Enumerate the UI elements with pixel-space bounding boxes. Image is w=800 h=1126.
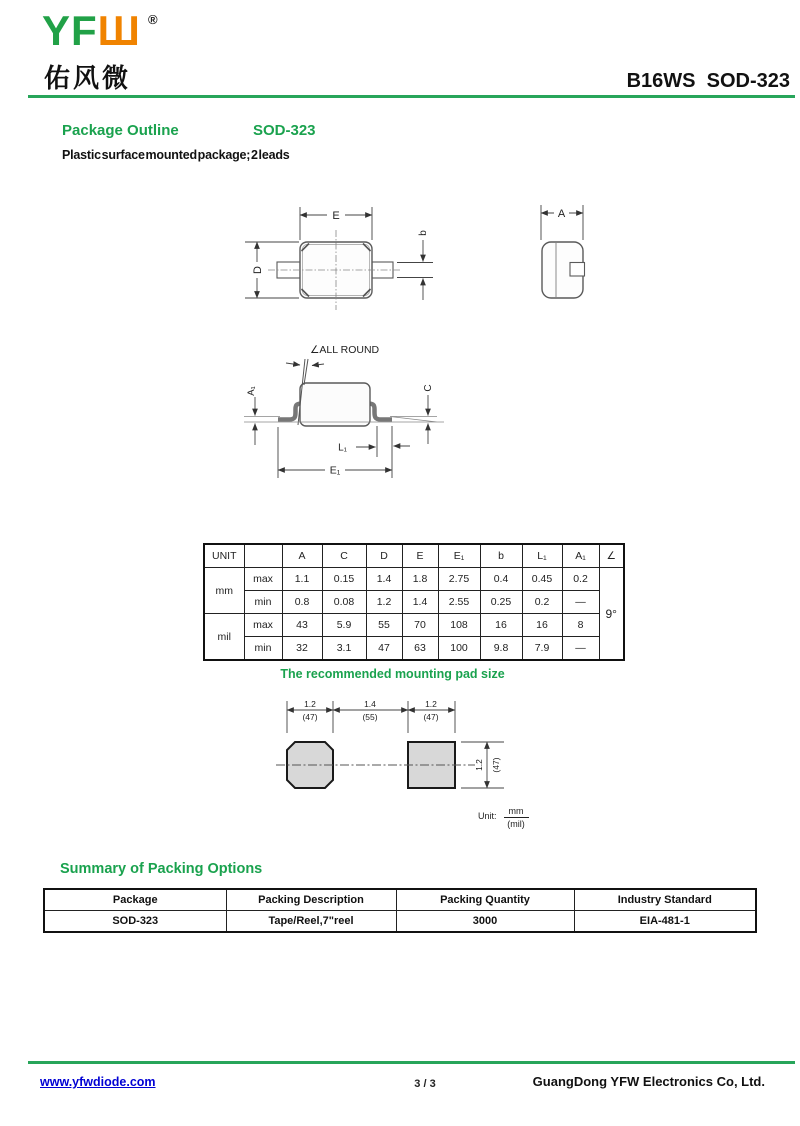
logo-text-orange: Ш (97, 7, 141, 54)
section-title-package-outline: Package Outline (62, 122, 179, 139)
col-header: Packing Description (226, 889, 396, 911)
col-header: D (366, 544, 402, 568)
col-header: Package (44, 889, 226, 911)
value-cell: 1.1 (282, 568, 322, 591)
dim-label-D: D (252, 266, 264, 274)
value-cell: 9.8 (480, 637, 522, 661)
col-header: C (322, 544, 366, 568)
pad-right-dim-mil: (47) (491, 757, 501, 773)
unit-cell: mil (204, 614, 244, 661)
value-cell: 7.9 (522, 637, 562, 661)
front-view (244, 359, 444, 426)
value-cell: 100 (438, 637, 480, 661)
limit-cell: max (244, 614, 282, 637)
value-cell: 108 (438, 614, 480, 637)
col-header: E₁ (438, 544, 480, 568)
value-cell: 32 (282, 637, 322, 661)
col-header: Industry Standard (574, 889, 756, 911)
value-cell: 47 (366, 637, 402, 661)
dimension-table-header-row (204, 544, 624, 568)
packing-header-row (44, 889, 756, 911)
value-cell: 16 (522, 614, 562, 637)
value-cell: 0.8 (282, 591, 322, 614)
value-cell: 0.25 (480, 591, 522, 614)
col-header (244, 544, 282, 568)
packing-quantity-cell: 3000 (396, 911, 574, 933)
page-number: 3 / 3 (414, 1078, 436, 1090)
value-cell: 3.1 (322, 637, 366, 661)
packing-description-cell: Tape/Reel,7"reel (226, 911, 396, 933)
packing-options-table (43, 888, 757, 933)
package-cell: SOD-323 (44, 911, 226, 933)
mounting-pad-drawing (275, 698, 545, 838)
limit-cell: min (244, 637, 282, 661)
package-description: Plastic surface mounted package; 2 leads (62, 148, 290, 162)
value-cell: 1.8 (402, 568, 438, 591)
dim-label-E: E (332, 210, 340, 222)
all-round-label: ∠ALL ROUND (310, 344, 380, 356)
pad-dim-mil: (47) (302, 712, 318, 722)
dim-label-A: A (557, 208, 566, 220)
limit-cell: max (244, 568, 282, 591)
footer-divider (28, 1061, 795, 1064)
value-cell: 5.9 (322, 614, 366, 637)
side-view (542, 242, 585, 298)
registered-trademark-icon: ® (148, 12, 158, 27)
table-row (204, 614, 624, 637)
col-header: E (402, 544, 438, 568)
table-row (204, 568, 624, 591)
col-header: L₁ (522, 544, 562, 568)
yfw-logo (42, 7, 141, 54)
value-cell: — (562, 591, 599, 614)
pad-right-dim-mm: 1.2 (474, 759, 484, 771)
pad-dim-mm: 1.4 (364, 699, 376, 709)
industry-standard-cell: EIA-481-1 (574, 911, 756, 933)
dim-label-b: b (418, 230, 429, 236)
packing-options-title: Summary of Packing Options (60, 861, 263, 877)
col-header: ∠ (599, 544, 624, 568)
col-header: A₁ (562, 544, 599, 568)
unit-denominator: (mil) (507, 819, 525, 829)
package-outline-drawing (230, 195, 640, 490)
table-row (204, 637, 624, 661)
table-row (44, 911, 756, 933)
website-link[interactable]: www.yfwdiode.com (40, 1075, 156, 1089)
dim-label-C: C (423, 384, 434, 392)
value-cell: 43 (282, 614, 322, 637)
dim-label-A1: A₁ (246, 386, 257, 396)
col-header: UNIT (204, 544, 244, 568)
dim-label-L1: L₁ (338, 442, 347, 454)
value-cell: 16 (480, 614, 522, 637)
value-cell: 0.2 (522, 591, 562, 614)
value-cell: 1.4 (366, 568, 402, 591)
unit-cell: mm (204, 568, 244, 614)
pad-dim-mm: 1.2 (425, 699, 437, 709)
value-cell: 2.55 (438, 591, 480, 614)
value-cell: — (562, 637, 599, 661)
value-cell: 8 (562, 614, 599, 637)
value-cell: 1.4 (402, 591, 438, 614)
document-title: B16WS SOD-323 (626, 70, 790, 92)
col-header: b (480, 544, 522, 568)
value-cell: 70 (402, 614, 438, 637)
value-cell: 0.15 (322, 568, 366, 591)
dimension-table (203, 543, 625, 661)
value-cell: 0.08 (322, 591, 366, 614)
value-cell: 2.75 (438, 568, 480, 591)
value-cell: 1.2 (366, 591, 402, 614)
mounting-pad-title: The recommended mounting pad size (280, 667, 505, 681)
value-cell: 63 (402, 637, 438, 661)
pad-dim-mil: (55) (362, 712, 378, 722)
pad-dim-mm: 1.2 (304, 699, 316, 709)
value-cell: 0.2 (562, 568, 599, 591)
logo-text-green: YF (42, 7, 98, 54)
table-row (204, 591, 624, 614)
header-divider (28, 95, 795, 98)
pad-dim-mil: (47) (423, 712, 439, 722)
col-header: A (282, 544, 322, 568)
value-cell: 0.4 (480, 568, 522, 591)
dim-b (397, 240, 433, 300)
package-code: SOD-323 (253, 122, 316, 139)
unit-label: Unit: (478, 811, 497, 821)
value-cell: 55 (366, 614, 402, 637)
unit-numerator: mm (508, 806, 524, 816)
logo-chinese-text: 佑风微 (44, 63, 132, 93)
company-name: GuangDong YFW Electronics Co, Ltd. (532, 1074, 765, 1089)
limit-cell: min (244, 591, 282, 614)
dim-label-E1: E₁ (329, 464, 341, 477)
col-header: Packing Quantity (396, 889, 574, 911)
value-cell: 0.45 (522, 568, 562, 591)
angle-value-cell: 9° (599, 568, 624, 661)
